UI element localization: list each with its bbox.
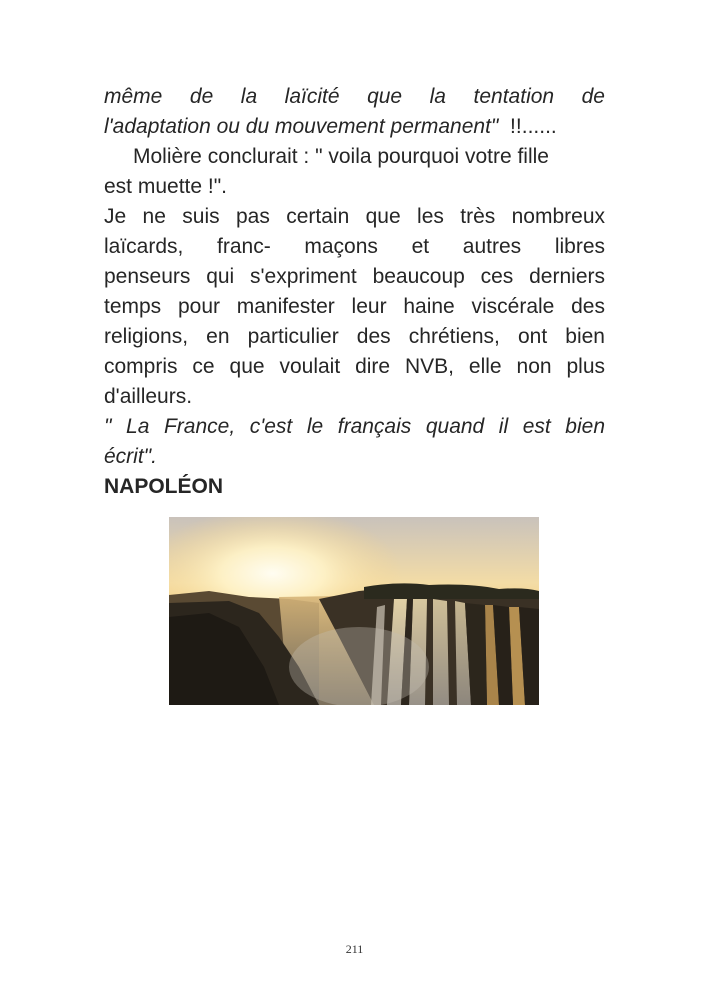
text-line: penseurs qui s'expriment beaucoup ces derniers xyxy=(104,265,605,288)
quote-line: " La France, c'est le français quand il est bien xyxy=(104,415,605,438)
text-line: d'ailleurs. xyxy=(104,385,193,408)
text-line: laïcards, franc- maçons et autres libres xyxy=(104,235,605,258)
text-line: compris ce que voulait dire NVB, elle non plus xyxy=(104,355,605,378)
page-number: 211 xyxy=(345,942,364,956)
body-text xyxy=(104,82,605,502)
exclamation-run: !!...... xyxy=(498,115,557,138)
waterfall-image xyxy=(169,517,539,705)
quote-line: écrit". xyxy=(104,445,157,468)
text-line xyxy=(104,112,605,142)
text-line: religions, en particulier des chrétiens, ont bien xyxy=(104,325,605,348)
text-line: même de la laïcité que la tentation de xyxy=(104,85,605,108)
text-line: Molière conclurait : " voila pourquoi votre fille xyxy=(133,145,549,168)
quote-author: NAPOLÉON xyxy=(104,475,224,498)
italic-quote-end: l'adaptation ou du mouvement permanent" xyxy=(104,115,499,138)
waterfall-photo xyxy=(169,517,539,705)
text-line: temps pour manifester leur haine viscérale des xyxy=(104,295,605,318)
text-line: Je ne suis pas certain que les très nombreux xyxy=(104,205,605,228)
text-line: est muette !". xyxy=(104,175,228,198)
